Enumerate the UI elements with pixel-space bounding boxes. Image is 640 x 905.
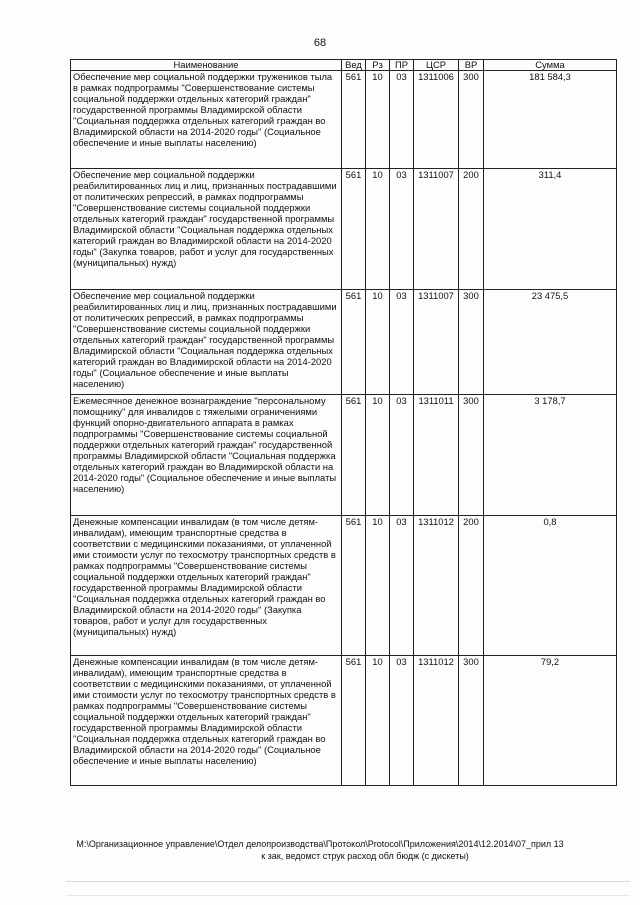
row-pr: 03 (390, 656, 414, 786)
header-pr: ПР (390, 60, 414, 71)
row-vr: 200 (459, 516, 484, 656)
header-csr: ЦСР (414, 60, 459, 71)
row-name: Ежемесячное денежное вознаграждение "персональному помощнику" для инвалидов с тяжелыми ограничениями функций опорно-двигательного аппарата в рамках подпрограммы "Совершенствование системы социальной поддержки отдельных категорий граждан" государственной программы Владимирской области "Социальная поддержка отдельных категорий граждан во Владимирской области на 2014-2020 годы" (Социальное обеспечение и иные выплаты населению) (71, 395, 342, 516)
row-sum: 23 475,5 (484, 290, 617, 395)
row-ved: 561 (342, 290, 366, 395)
row-sum: 3 178,7 (484, 395, 617, 516)
row-csr: 1311012 (414, 516, 459, 656)
table-row (71, 169, 617, 290)
row-sum: 0,8 (484, 516, 617, 656)
row-pr: 03 (390, 71, 414, 169)
row-name: Обеспечение мер социальной поддержки реабилитированных лиц и лиц, признанных пострадавшими от политических репрессий, в рамках подпрограммы "Совершенствование системы социальной поддержки отдельных категорий граждан" государственной программы Владимирской области "Социальная поддержка отдельных категорий граждан во Владимирской области на 2014-2020 годы" (Социальное обеспечение и иные выплаты населению) (71, 290, 342, 395)
row-pr: 03 (390, 395, 414, 516)
row-sum: 79,2 (484, 656, 617, 786)
table-row (71, 290, 617, 395)
row-ved: 561 (342, 516, 366, 656)
header-ved: Вед (342, 60, 366, 71)
row-sum: 311,4 (484, 169, 617, 290)
row-pr: 03 (390, 290, 414, 395)
row-csr: 1311007 (414, 290, 459, 395)
budget-table (70, 59, 617, 786)
row-name: Обеспечение мер социальной поддержки тружеников тыла в рамках подпрограммы "Совершенствование системы социальной поддержки отдельных категорий граждан" государственной программы Владимирской области "Социальная поддержка отдельных категорий граждан во Владимирской области на 2014-2020 годы" (Социальное обеспечение и иные выплаты населению) (71, 71, 342, 169)
scan-edge-line (66, 881, 630, 882)
row-rz: 10 (366, 656, 390, 786)
row-name: Денежные компенсации инвалидам (в том числе детям-инвалидам), имеющим транспортные средства в соответствии с медицинскими показаниями, от уплаченной ими стоимости услуг по техосмотру транспортных средств в рамках подпрограммы "Совершенствование системы социальной поддержки отдельных категорий граждан" государственной программы Владимирской области "Социальная поддержка отдельных категорий граждан во Владимирской области на 2014-2020 годы" (Социальное обеспечение и иные выплаты населению) (71, 656, 342, 786)
row-vr: 200 (459, 169, 484, 290)
row-ved: 561 (342, 656, 366, 786)
row-ved: 561 (342, 395, 366, 516)
header-sum: Сумма (484, 60, 617, 71)
row-rz: 10 (366, 169, 390, 290)
header-rz: Рз (366, 60, 390, 71)
row-vr: 300 (459, 290, 484, 395)
row-csr: 1311012 (414, 656, 459, 786)
row-pr: 03 (390, 516, 414, 656)
row-vr: 300 (459, 71, 484, 169)
row-sum: 181 584,3 (484, 71, 617, 169)
header-vr: ВР (459, 60, 484, 71)
row-name: Обеспечение мер социальной поддержки реабилитированных лиц и лиц, признанных пострадавшими от политических репрессий, в рамках подпрограммы "Совершенствование системы социальной поддержки отдельных категорий граждан" государственной программы Владимирской области "Социальная поддержка отдельных категорий граждан во Владимирской области на 2014-2020 годы" (Закупка товаров, работ и услуг для государственных (муниципальных) нужд) (71, 169, 342, 290)
table-row (71, 516, 617, 656)
row-ved: 561 (342, 71, 366, 169)
footer-path (0, 838, 640, 862)
table-row (71, 71, 617, 169)
row-vr: 300 (459, 395, 484, 516)
row-csr: 1311006 (414, 71, 459, 169)
table-row (71, 395, 617, 516)
row-ved: 561 (342, 169, 366, 290)
footer-line-1: М:\Организационное управление\Отдел делопроизводства\Протокол\Protocol\Приложения\2014\12.2014\07_прил 13 (76, 839, 564, 849)
page-number: 68 (313, 37, 327, 49)
row-csr: 1311007 (414, 169, 459, 290)
row-rz: 10 (366, 290, 390, 395)
row-name: Денежные компенсации инвалидам (в том числе детям-инвалидам), имеющим транспортные средства в соответствии с медицинскими показаниями, от уплаченной ими стоимости услуг по техосмотру транспортных средств в рамках подпрограммы "Совершенствование системы социальной поддержки отдельных категорий граждан" государственной программы Владимирской области "Социальная поддержка отдельных категорий граждан во Владимирской области на 2014-2020 годы" (Закупка товаров, работ и услуг для государственных (муниципальных) нужд) (71, 516, 342, 656)
scan-edge-line (66, 895, 630, 896)
row-rz: 10 (366, 71, 390, 169)
row-rz: 10 (366, 516, 390, 656)
row-csr: 1311011 (414, 395, 459, 516)
table-row (71, 656, 617, 786)
table-header-row (71, 60, 617, 71)
row-pr: 03 (390, 169, 414, 290)
row-vr: 300 (459, 656, 484, 786)
row-rz: 10 (366, 395, 390, 516)
footer-line-2: к зак, ведомст струк расход обл бюдж (с дискеты) (261, 851, 469, 861)
header-name: Наименование (71, 60, 342, 71)
